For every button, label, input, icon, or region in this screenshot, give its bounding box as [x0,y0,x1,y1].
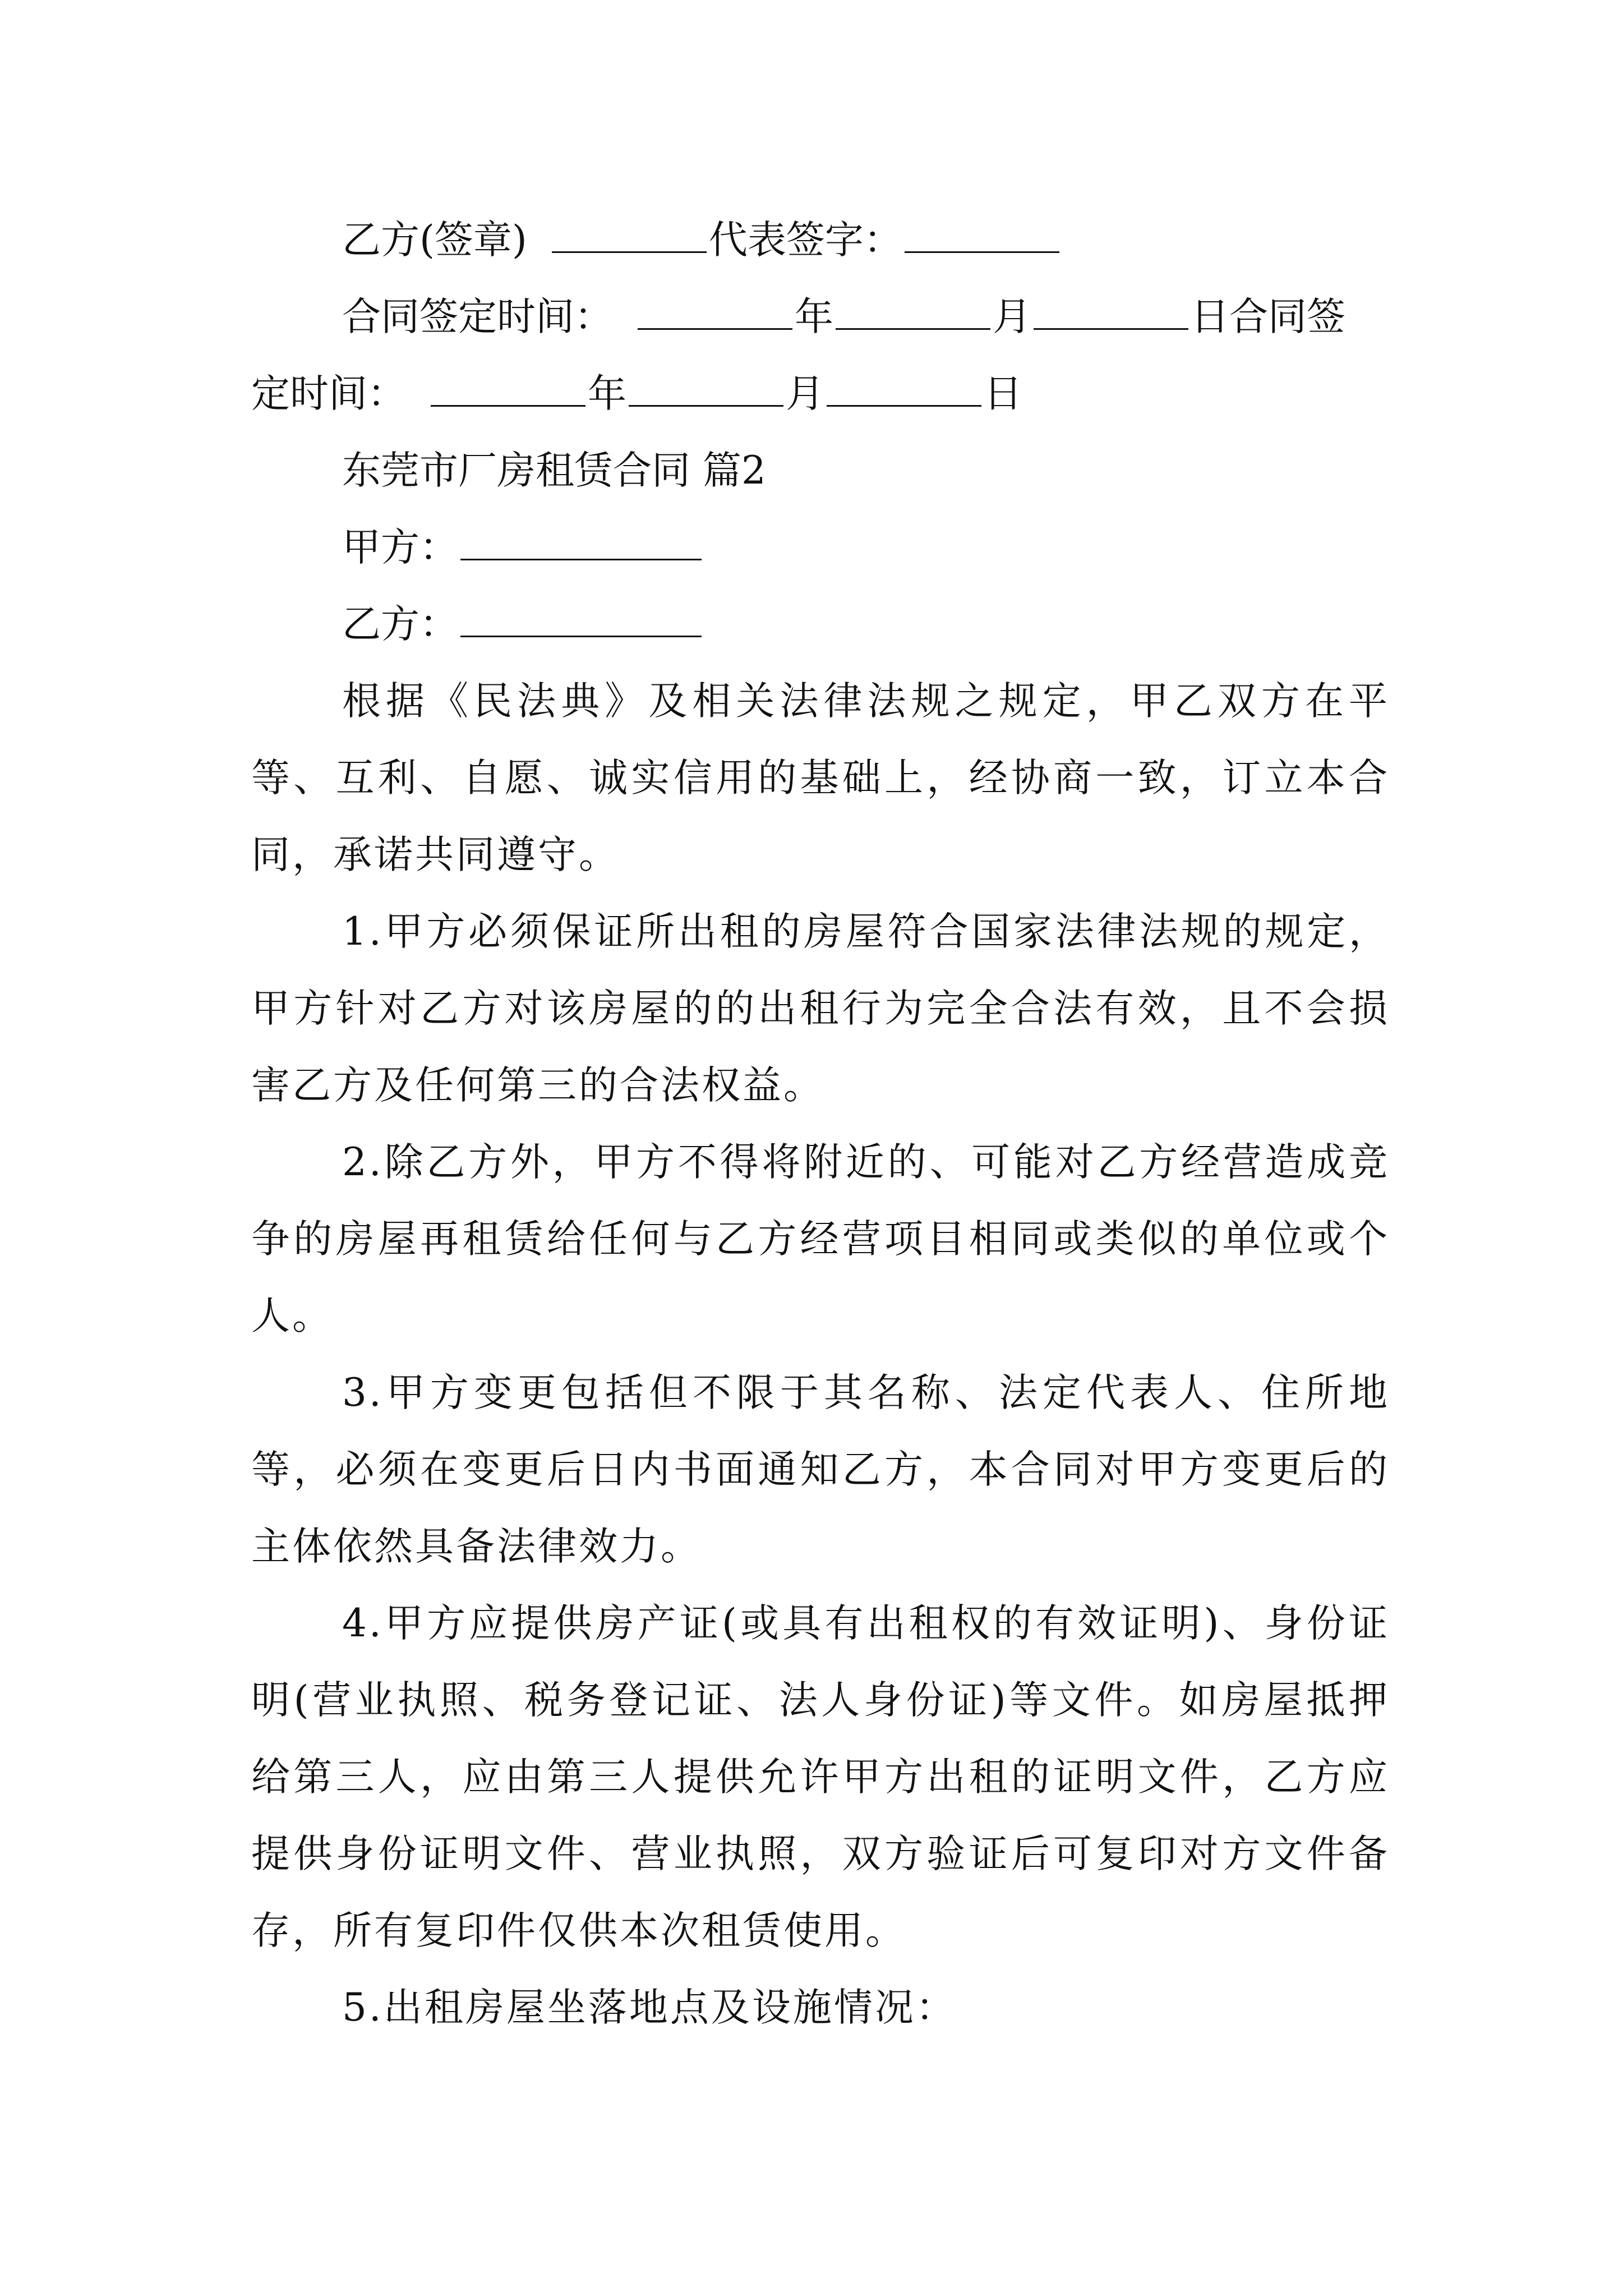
paragraph-clause-3: 3.甲方变更包括但不限于其名称、法定代表人、住所地等，必须在变更后日内书面通知乙方，本合同对甲方变更后的主体依然具备法律效力。 [251,1370,1390,1569]
party-b-blank [460,601,702,637]
party-b-label: 乙方： [342,602,458,647]
rep-sign-blank [905,217,1059,253]
paragraph-clause-4: 4.甲方应提供房产证(或具有出租权的有效证明)、身份证明(营业执照、税务登记证、法人身份证)等文件。如房屋抵押给第三人，应由第三人提供允许甲方出租的证明文件，乙方应提供身份证明文件、营业执照，双方验证后可复印对方文件备存，所有复印件仅供本次租赁使用。 [251,1601,1390,1953]
party-b-signature-line [251,202,1390,279]
month-blank [836,293,990,330]
sign-time-label-2: 定时间： [251,371,406,416]
paragraph-clause-5: 5.出租房屋坐落地点及设施情况： [342,1985,957,2030]
party-b-seal-label: 乙方(签章) [342,218,527,263]
rep-sign-label: 代表签字： [708,218,902,263]
day-label-2: 日 [984,371,1022,416]
paragraph-preamble: 根据《民法典》及相关法律法规之规定，甲乙双方在平等、互利、自愿、诚实信用的基础上，经协商一致，订立本合同，承诺共同遵守。 [251,679,1390,877]
party-b-seal-blank [552,217,707,253]
day-blank [1034,293,1188,330]
day-blank-2 [827,370,981,407]
party-a-blank [460,524,702,560]
month-label: 月 [993,295,1031,339]
paragraph-clause-2: 2.除乙方外，甲方不得将附近的、可能对乙方经营造成竞争的房屋再租赁给任何与乙方经营项目相同或类似的单位或个人。 [251,1140,1390,1338]
party-b-line [251,586,1390,663]
document-page [251,202,1390,2132]
month-blank-2 [629,370,783,407]
paragraph-clause-1: 1.甲方必须保证所出租的房屋符合国家法律法规的规定，甲方针对乙方对该房屋的的出租行为完全合法有效，且不会损害乙方及任何第三的合法权益。 [251,909,1390,1108]
party-a-label: 甲方： [342,525,458,570]
sign-time-label: 合同签定时间： [342,295,613,339]
sign-time-line-2 [251,356,1390,432]
party-a-line [251,509,1390,586]
year-label-2: 年 [588,371,626,416]
year-blank [638,293,792,330]
sign-time-line-1 [251,279,1390,356]
year-blank-2 [431,370,585,407]
contract-title: 东莞市厂房租赁合同 篇2 [342,448,766,493]
day-and-label: 日合同签 [1191,295,1345,339]
month-label-2: 月 [786,371,824,416]
year-label: 年 [795,295,833,339]
